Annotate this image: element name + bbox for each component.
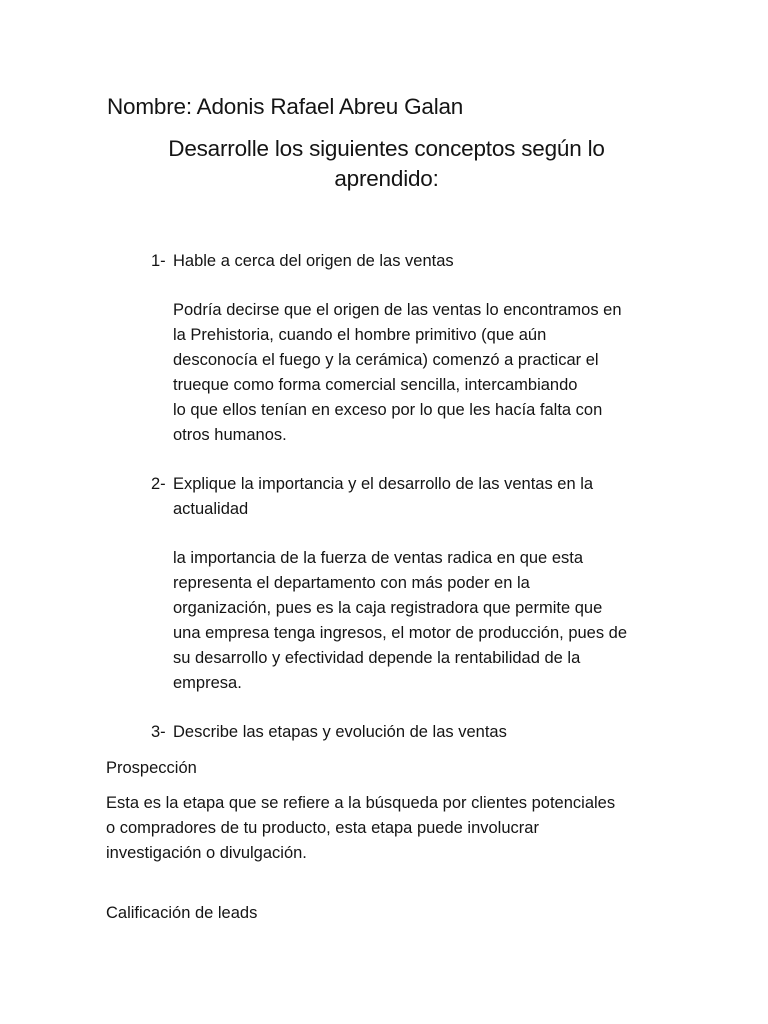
- answer-2-line: representa el departamento con más poder en la: [173, 574, 530, 592]
- question-2-text-line: actualidad: [173, 500, 249, 518]
- assignment-heading-line-2: aprendido:: [334, 166, 439, 191]
- question-1-text: Hable a cerca del origen de las ventas: [173, 252, 454, 270]
- answer-2-line: su desarrollo y efectividad depende la rentabilidad de la: [173, 649, 581, 667]
- question-1-number: 1-: [151, 252, 166, 270]
- answer-2-line: organización, pues es la caja registradora que permite que: [173, 599, 603, 617]
- question-2-number: 2-: [151, 475, 166, 493]
- answer-1-line: desconocía el fuego y la cerámica) comenzó a practicar el: [173, 351, 599, 369]
- answer-2-line: una empresa tenga ingresos, el motor de producción, pues de: [173, 624, 628, 642]
- question-1-answer: [173, 298, 673, 448]
- question-2-text: [173, 472, 663, 522]
- stage-description-line: o compradores de tu producto, esta etapa puede involucrar: [106, 819, 539, 837]
- assignment-heading: [120, 134, 653, 194]
- answer-1-line: otros humanos.: [173, 426, 287, 444]
- answer-1-line: la Prehistoria, cuando el hombre primitivo (que aún: [173, 326, 547, 344]
- question-3-text: Describe las etapas y evolución de las ventas: [173, 723, 507, 741]
- question-2-text-line: Explique la importancia y el desarrollo de las ventas en la: [173, 475, 594, 493]
- answer-1-line: lo que ellos tenían en exceso por lo que les hacía falta con: [173, 401, 603, 419]
- stage-title-calificacion: Calificación de leads: [106, 904, 258, 922]
- question-2-answer: [173, 546, 673, 696]
- assignment-heading-line-1: Desarrolle los siguientes conceptos según lo: [168, 136, 605, 161]
- answer-2-line: la importancia de la fuerza de ventas radica en que esta: [173, 549, 584, 567]
- stage-description-line: Esta es la etapa que se refiere a la búsqueda por clientes potenciales: [106, 794, 616, 812]
- stage-title-prospeccion: Prospección: [106, 759, 197, 777]
- student-name: Nombre: Adonis Rafael Abreu Galan: [107, 94, 464, 119]
- stage-description-prospeccion: [106, 791, 686, 866]
- question-3-number: 3-: [151, 723, 166, 741]
- stage-description-line: investigación o divulgación.: [106, 844, 307, 862]
- answer-2-line: empresa.: [173, 674, 242, 692]
- answer-1-line: trueque como forma comercial sencilla, intercambiando: [173, 376, 578, 394]
- answer-1-line: Podría decirse que el origen de las ventas lo encontramos en: [173, 301, 622, 319]
